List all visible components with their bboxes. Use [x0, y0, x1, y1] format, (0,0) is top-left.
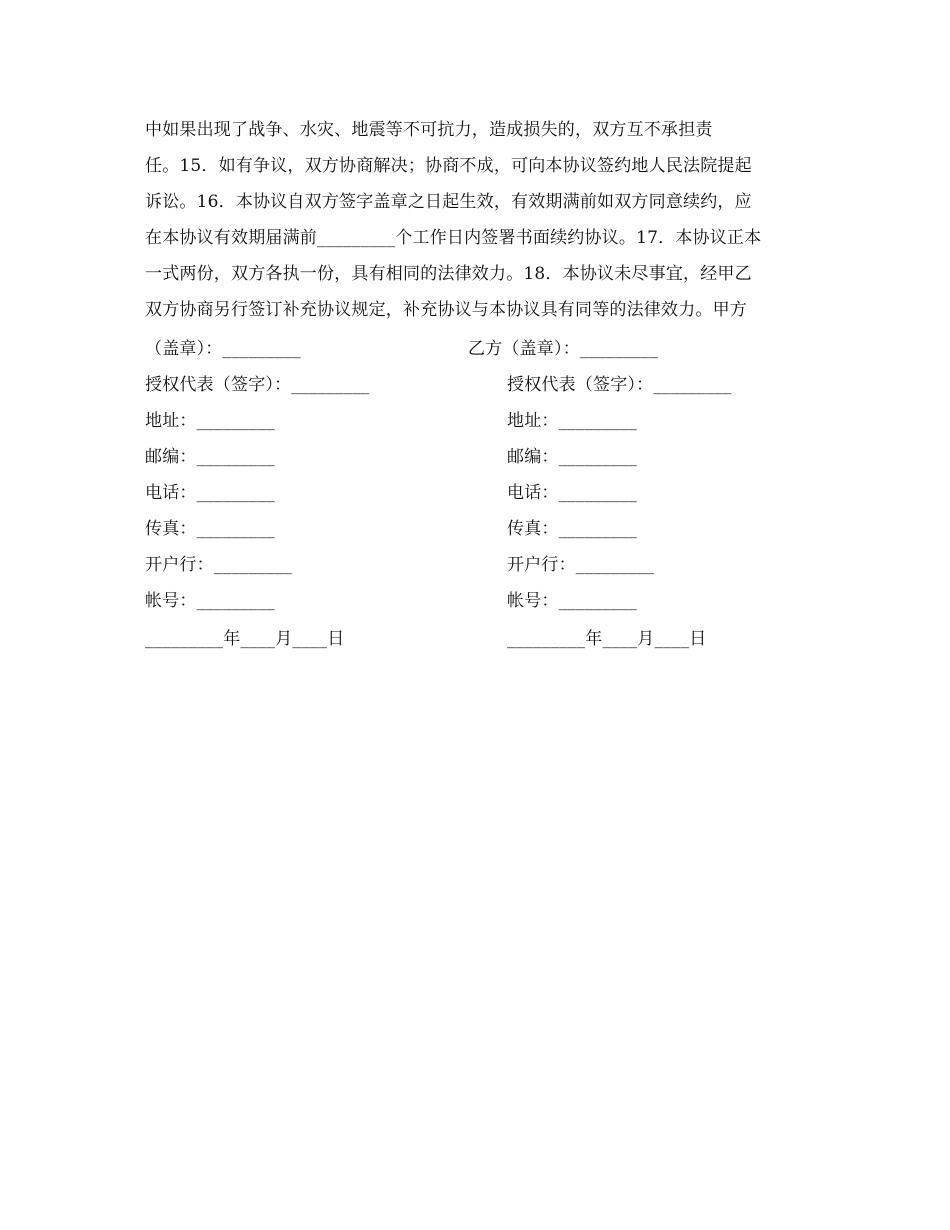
party-a-date: _________年____月____日	[145, 629, 345, 649]
party-b-representative: 授权代表（签字）：_________	[507, 375, 732, 395]
paragraph-line-4: 在本协议有效期届满前_________个工作日内签署书面续约协议。17．本协议正本	[145, 228, 762, 248]
party-a-phone: 电话：_________	[145, 483, 275, 503]
paragraph-line-5: 一式两份，双方各执一份，具有相同的法律效力。18．本协议未尽事宜，经甲乙	[145, 264, 752, 284]
party-a-account: 帐号：_________	[145, 591, 275, 611]
party-a-postcode: 邮编：_________	[145, 447, 275, 467]
party-b-fax: 传真：_________	[507, 519, 637, 539]
party-a-address: 地址：_________	[145, 411, 275, 431]
paragraph-line-2: 任。15．如有争议，双方协商解决；协商不成，可向本协议签约地人民法院提起	[145, 156, 752, 176]
paragraph-line-3: 诉讼。16．本协议自双方签字盖章之日起生效，有效期满前如双方同意续约，应	[145, 192, 752, 212]
party-a-seal: （盖章）：_________	[145, 339, 301, 359]
party-b-date: _________年____月____日	[507, 629, 707, 649]
party-b-account: 帐号：_________	[507, 591, 637, 611]
party-a-representative: 授权代表（签字）：_________	[145, 375, 370, 395]
party-b-seal: 乙方（盖章）：_________	[468, 339, 659, 359]
party-b-bank: 开户行：_________	[507, 555, 655, 575]
party-b-address: 地址：_________	[507, 411, 637, 431]
paragraph-line-1: 中如果出现了战争、水灾、地震等不可抗力，造成损失的，双方互不承担责	[145, 120, 713, 140]
party-a-fax: 传真：_________	[145, 519, 275, 539]
paragraph-line-6: 双方协商另行签订补充协议规定，补充协议与本协议具有同等的法律效力。甲方	[145, 300, 747, 320]
party-a-bank: 开户行：_________	[145, 555, 293, 575]
party-b-postcode: 邮编：_________	[507, 447, 637, 467]
party-b-phone: 电话：_________	[507, 483, 637, 503]
